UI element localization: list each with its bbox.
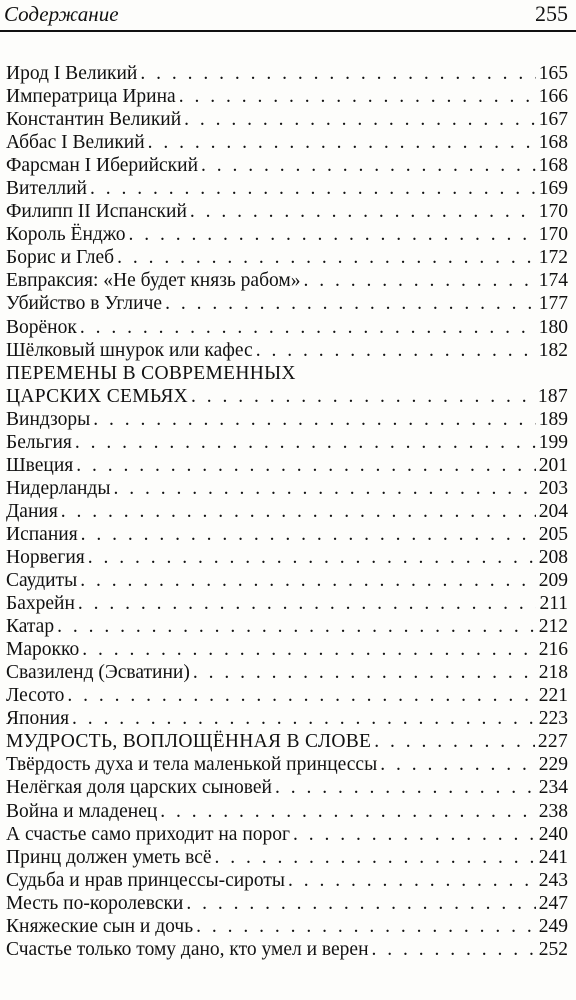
toc-entry-title: ЦАРСКИХ СЕМЬЯХ — [6, 385, 189, 407]
toc-page-number: 172 — [538, 247, 568, 269]
toc-entry — [6, 638, 568, 661]
toc-entry-title: Борис и Глеб — [6, 247, 115, 269]
dot-leader — [380, 753, 536, 776]
toc-entry-title: Виндзоры — [6, 408, 91, 430]
toc-entry — [6, 85, 568, 108]
dot-leader — [140, 62, 535, 85]
toc-entry — [6, 846, 568, 869]
toc-entry — [6, 154, 568, 177]
dot-leader — [57, 615, 536, 638]
toc-page-number: 182 — [538, 339, 568, 361]
toc-entry-title: Бахрейн — [6, 593, 75, 615]
toc-entry-title: Месть по-королевски — [6, 892, 184, 914]
toc-page-number: 240 — [538, 823, 568, 845]
toc-entry-title: МУДРОСТЬ, ВОПЛОЩЁННАЯ В СЛОВЕ — [6, 731, 372, 753]
toc-page-number: 238 — [538, 800, 568, 822]
toc-entry — [6, 753, 568, 776]
dot-leader — [256, 339, 536, 362]
dot-leader — [303, 269, 535, 292]
toc-page-number: 169 — [538, 178, 568, 200]
dot-leader — [184, 108, 536, 131]
toc-page-number: 180 — [538, 316, 568, 338]
toc-page-number: 211 — [539, 593, 568, 615]
toc-page-number: 241 — [538, 846, 568, 868]
toc-entry-title: Счастье только тому дано, кто умел и верен — [6, 938, 369, 960]
toc-entry — [6, 869, 568, 892]
toc-page-number: 165 — [538, 63, 568, 84]
toc-entry — [6, 177, 568, 200]
dot-leader — [76, 454, 535, 477]
toc-page-number: 243 — [538, 869, 568, 891]
dot-leader — [215, 846, 536, 869]
toc-entry-title: Свазиленд (Эсватини) — [6, 662, 190, 684]
toc-page-number: 168 — [538, 155, 568, 177]
toc-entry-title: Король Ёнджо — [6, 224, 126, 246]
toc-page-number: 234 — [538, 777, 568, 799]
dot-leader — [190, 200, 536, 223]
toc-entry — [6, 292, 568, 315]
toc-entry — [6, 523, 568, 546]
toc-page-number: 212 — [538, 616, 568, 638]
toc-entry — [6, 592, 568, 615]
toc-entry — [6, 546, 568, 569]
toc-entry-title: Евпраксия: «Не будет князь рабом» — [6, 270, 301, 292]
toc-entry — [6, 938, 568, 961]
toc-section-entry — [6, 385, 568, 408]
table-of-contents — [6, 62, 568, 961]
toc-entry — [6, 316, 568, 339]
toc-entry-title: Испания — [6, 523, 78, 545]
dot-leader — [113, 477, 535, 500]
dot-leader — [193, 661, 536, 684]
dot-leader — [75, 431, 536, 454]
toc-entry — [6, 108, 568, 131]
toc-page-number: 166 — [538, 86, 568, 108]
toc-entry-title: Марокко — [6, 639, 80, 661]
toc-page-number: 218 — [538, 662, 568, 684]
dot-leader — [78, 592, 537, 615]
toc-entry-title: Швеция — [6, 454, 74, 476]
dot-leader — [160, 800, 535, 823]
toc-section-entry — [6, 730, 568, 753]
dot-leader — [374, 730, 535, 753]
toc-entry-title: Дания — [6, 500, 58, 522]
toc-section-heading: ПЕРЕМЕНЫ В СОВРЕМЕННЫХ — [6, 362, 296, 384]
toc-entry — [6, 223, 568, 246]
toc-entry-title: Аббас I Великий — [6, 132, 145, 154]
toc-entry — [6, 776, 568, 799]
toc-page-number: 170 — [538, 201, 568, 223]
toc-page-number: 209 — [538, 570, 568, 592]
dot-leader — [61, 500, 536, 523]
toc-page-number: 174 — [538, 270, 568, 292]
dot-leader — [196, 915, 536, 938]
toc-entry-title: Принц должен уметь всё — [6, 846, 212, 868]
dot-leader — [93, 408, 536, 431]
dot-leader — [80, 316, 536, 339]
dot-leader — [72, 707, 536, 730]
toc-page-number: 189 — [538, 408, 568, 430]
toc-entry — [6, 707, 568, 730]
toc-page-number: 221 — [538, 685, 568, 707]
toc-entry — [6, 131, 568, 154]
toc-page-number: 229 — [538, 754, 568, 776]
dot-leader — [186, 892, 535, 915]
toc-entry-title: Твёрдость духа и тела маленькой принцессы — [6, 754, 378, 776]
toc-entry-title: Фарсман I Иберийский — [6, 155, 199, 177]
toc-page-number: 177 — [538, 293, 568, 315]
toc-entry-title: Норвегия — [6, 546, 85, 568]
toc-page-number: 205 — [538, 523, 568, 545]
toc-entry — [6, 431, 568, 454]
dot-leader — [81, 523, 536, 546]
toc-section — [6, 730, 568, 753]
toc-page-number: 168 — [538, 132, 568, 154]
page-number: 255 — [535, 1, 568, 26]
toc-entry-title: Катар — [6, 616, 55, 638]
toc-entry-title: Императрица Ирина — [6, 86, 176, 108]
toc-entry — [6, 477, 568, 500]
toc-entry — [6, 684, 568, 707]
dot-leader — [293, 823, 536, 846]
page-header — [0, 0, 576, 34]
toc-page-number: 227 — [537, 731, 568, 753]
dot-leader — [90, 177, 536, 200]
toc-page-number: 170 — [538, 224, 568, 246]
toc-entry — [6, 823, 568, 846]
dot-leader — [129, 223, 536, 246]
toc-entry-title: Япония — [6, 708, 70, 730]
toc-page-number: 204 — [538, 500, 568, 522]
toc-entry — [6, 454, 568, 477]
toc-entry — [6, 339, 568, 362]
toc-entry-title: Лесото — [6, 685, 65, 707]
toc-entry — [6, 892, 568, 915]
dot-leader — [179, 85, 536, 108]
dot-leader — [288, 869, 536, 892]
dot-leader — [275, 776, 536, 799]
dot-leader — [372, 938, 536, 961]
toc-section — [6, 362, 568, 408]
toc-entry — [6, 800, 568, 823]
header-rule — [0, 30, 576, 32]
dot-leader — [191, 385, 535, 408]
toc-entry — [6, 62, 568, 85]
toc-page-number: 203 — [538, 477, 568, 499]
toc-entry — [6, 500, 568, 523]
dot-leader — [80, 569, 536, 592]
toc-page-number: 167 — [538, 109, 568, 131]
toc-entry-title: Нидерланды — [6, 477, 111, 499]
toc-entry-title: Бельгия — [6, 431, 72, 453]
toc-page-number: 249 — [538, 915, 568, 937]
toc-entry — [6, 200, 568, 223]
toc-page-number: 223 — [538, 708, 568, 730]
toc-entry-title: Война и младенец — [6, 800, 158, 822]
toc-page-number: 199 — [538, 431, 568, 453]
toc-page-number: 201 — [538, 454, 568, 476]
dot-leader — [67, 684, 535, 707]
dot-leader — [165, 292, 536, 315]
toc-entry-title: Константин Великий — [6, 109, 182, 131]
toc-entry — [6, 408, 568, 431]
toc-entry-title: Филипп II Испанский — [6, 201, 187, 223]
dot-leader — [88, 546, 536, 569]
toc-entry-title: Судьба и нрав принцессы-сироты — [6, 869, 286, 891]
toc-page-number: 187 — [537, 385, 568, 407]
toc-page-number: 252 — [538, 938, 568, 960]
toc-entry — [6, 661, 568, 684]
toc-entry-title: Саудиты — [6, 570, 78, 592]
toc-entry-title: Ворёнок — [6, 316, 77, 338]
dot-leader — [201, 154, 536, 177]
dot-leader — [117, 246, 536, 269]
toc-entry — [6, 246, 568, 269]
toc-page-number: 208 — [538, 546, 568, 568]
toc-entry-title: Нелёгкая доля царских сыновей — [6, 777, 272, 799]
toc-entry-title: Княжеские сын и дочь — [6, 915, 194, 937]
toc-page-number: 216 — [538, 639, 568, 661]
toc-page-number: 247 — [538, 892, 568, 914]
toc-entry-title: Убийство в Угличе — [6, 293, 163, 315]
dot-leader — [82, 638, 536, 661]
toc-entry-title: Ирод I Великий — [6, 63, 138, 84]
dot-leader — [148, 131, 536, 154]
toc-entry-title: А счастье само приходит на порог — [6, 823, 291, 845]
toc-entry — [6, 615, 568, 638]
toc-entry — [6, 915, 568, 938]
running-title: Содержание — [4, 2, 119, 26]
toc-entry — [6, 269, 568, 292]
toc-entry — [6, 569, 568, 592]
toc-entry-title: Шёлковый шнурок или кафес — [6, 339, 253, 361]
toc-entry-title: Вителлий — [6, 178, 87, 200]
